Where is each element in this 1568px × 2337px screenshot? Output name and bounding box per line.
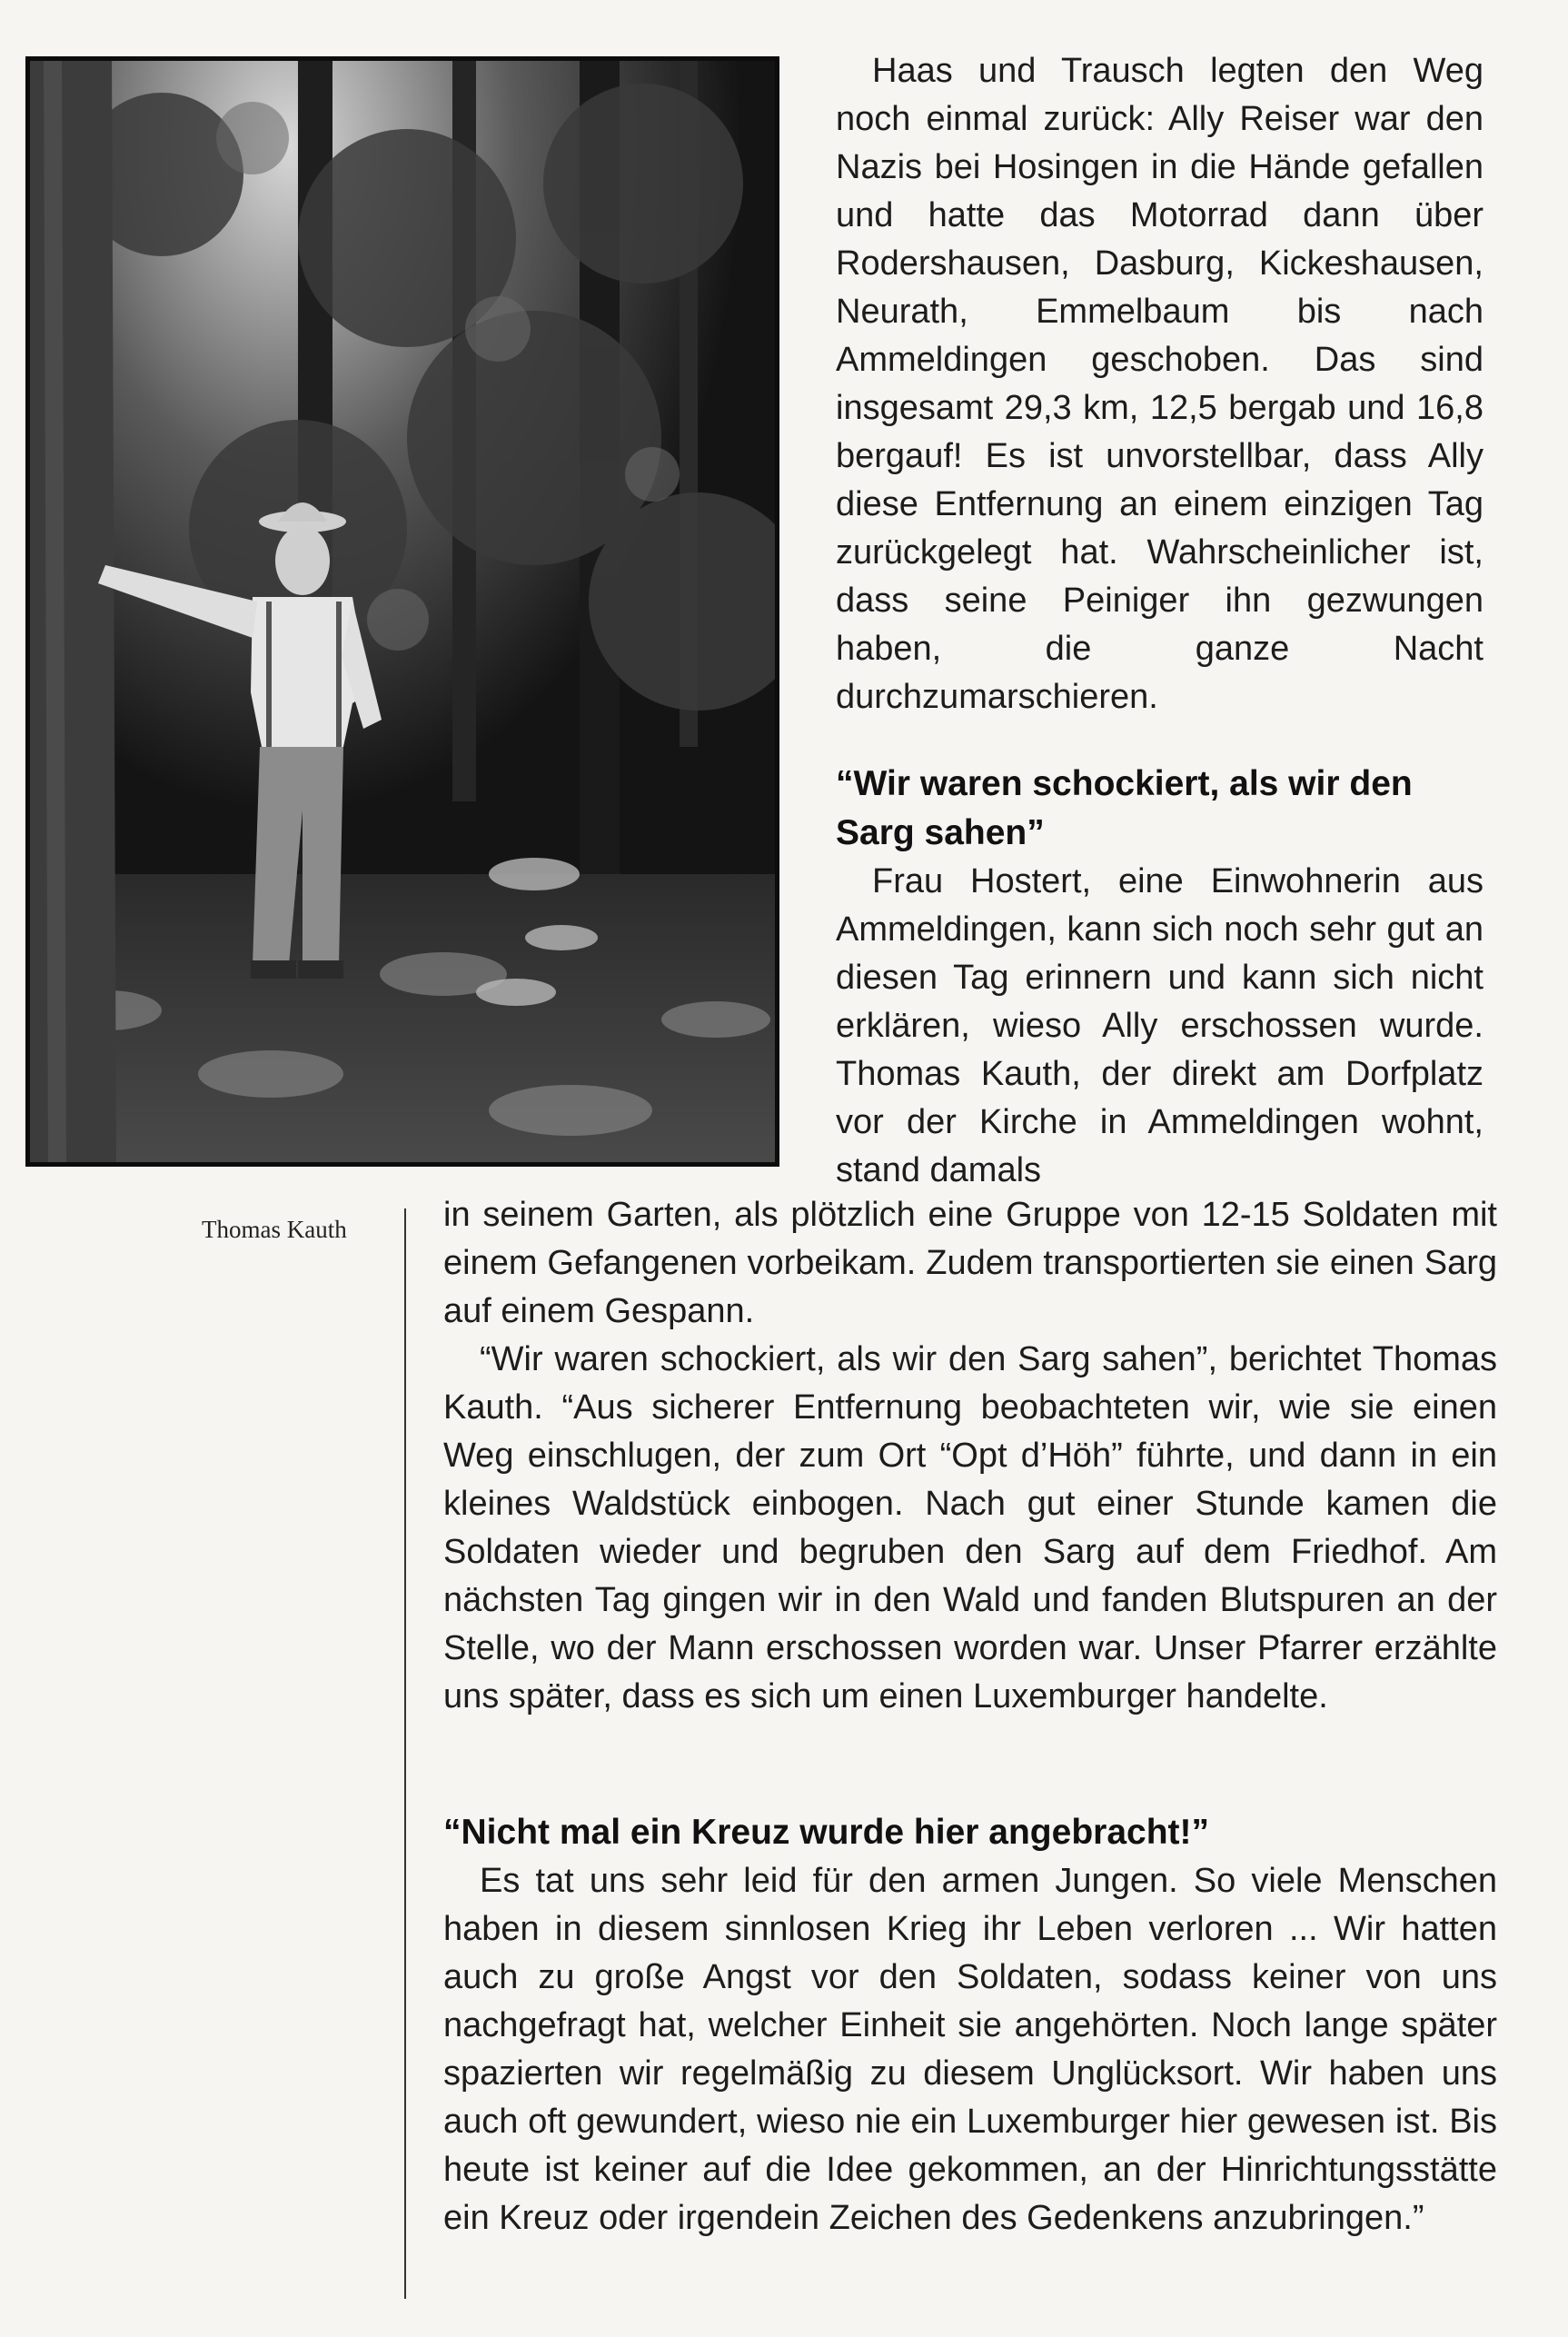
paragraph-1-text: Haas und Trausch legten den Weg noch einmal zurück: Ally Reiser war den Nazis bei Hosingen in die Hände gefallen und hatte das Motorrad dann über Rodershausen, Dasburg, Kickeshausen, Neurath, Emmelbaum bis nach Ammeldingen geschoben. Das sind insgesamt 29,3 km, 12,5 bergab und 16,8 bergauf! Es ist unvorstellbar, dass Ally diese Entfernung an einem einzigen Tag zurückgelegt hat. Wahrscheinlicher ist, dass seine Peiniger ihn gezwungen haben, die ganze Nacht durchzumarschieren.	[836, 52, 1484, 716]
section-1-continued	[443, 1191, 1497, 1721]
paragraph-4-text: Es tat uns sehr leid für den armen Jungen. So viele Menschen haben in diesem sinnlosen Krieg ihr Leben verloren ... Wir hatten auch zu große Angst vor den Soldaten, sodass keiner von uns nachgefragt hat, welcher Einheit sie angehörten. Noch lange später spazierten wir regelmäßig zu diesem Unglücksort. Wir haben uns auch oft gewundert, wieso nie ein Luxemburger hier gewesen ist. Bis heute ist keiner auf die Idee gekommen, an der Hinrichtungsstätte ein Kreuz oder irgendein Zeichen des Gedenkens anzubringen.”	[443, 1862, 1497, 2237]
forest-photo	[25, 56, 779, 1167]
section-heading-2: “Nicht mal ein Kreuz wurde hier angebracht!”	[443, 1813, 1209, 1852]
paragraph-2a-text: Frau Hostert, eine Einwohnerin aus Ammeldingen, kann sich noch sehr gut an diesen Tag erinnern und kann sich nicht erklären, wieso Ally erschossen wurde. Thomas Kauth, der direkt am Dorfplatz vor der Kirche in Ammeldingen wohnt, stand damals	[836, 862, 1484, 1189]
photo-caption: Thomas Kauth	[202, 1216, 347, 1243]
paragraph-2b-text: in seinem Garten, als plötzlich eine Gruppe von 12-15 Soldaten mit einem Gefangenen vorbeikam. Zudem transportierten sie einen Sarg auf einem Gespann.	[443, 1196, 1497, 1330]
paragraph-1	[836, 47, 1484, 721]
man-in-forest-image	[25, 56, 779, 1167]
section-heading-1: “Wir waren schockiert, als wir den Sarg sahen”	[836, 764, 1413, 852]
section-2	[443, 1808, 1497, 2243]
section-1	[836, 760, 1484, 1195]
vertical-divider	[404, 1208, 406, 2299]
paragraph-3-text: “Wir waren schockiert, als wir den Sarg sahen”, berichtet Thomas Kauth. “Aus sicherer Entfernung beobachteten wir, wie sie einen Weg einschlugen, der zum Ort “Opt d’Höh” führte, und dann in ein kleines Waldstück einbogen. Nach gut einer Stunde kamen die Soldaten wieder und begruben den Sarg auf dem Friedhof. Am nächsten Tag gingen wir in den Wald und fanden Blutspuren an der Stelle, wo der Mann erschossen worden war. Unser Pfarrer erzählte uns später, dass es sich um einen Luxemburger handelte.	[443, 1340, 1497, 1715]
